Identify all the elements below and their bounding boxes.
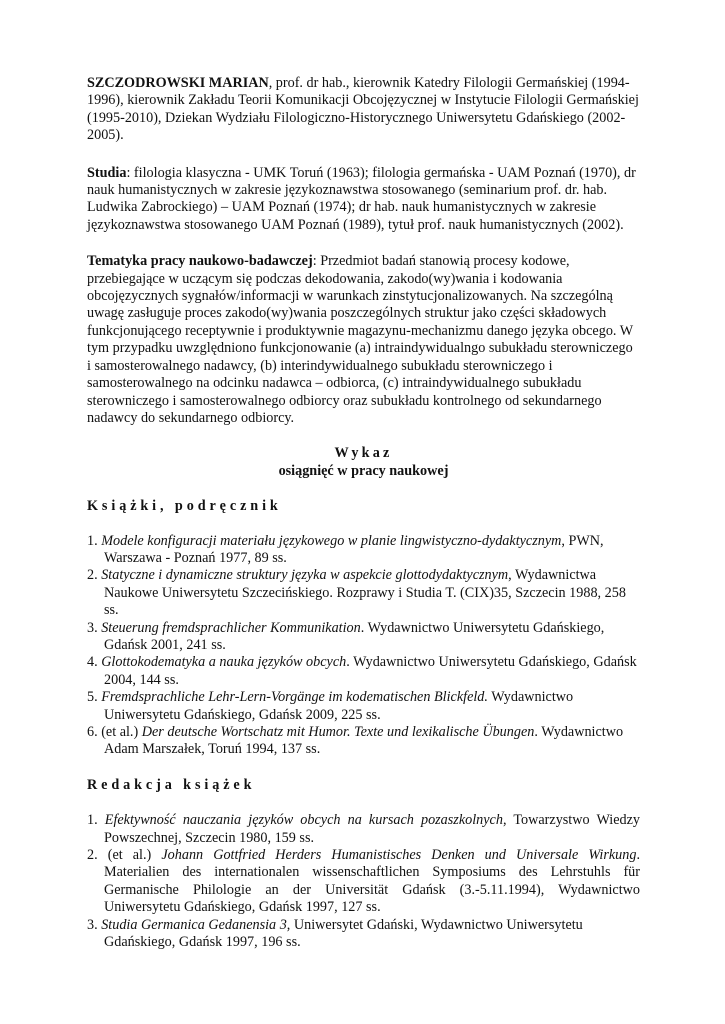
studia-label: Studia [87, 164, 127, 181]
tematyka-text: : Przedmiot badań stanowią procesy kodowe, przebiegające w uczącym się podczas dekodowania, zakodo(wy)wania i kodowania obcojęzycznych sygnałów/informacji w warunkach zinstytucjonalizowanych. Na szczególną uwagę zasługuje proces zakodo(wy)wania poszczególnych struktur jako części składowych funkcjonującego receptywnie i produktywnie magazynu-mechanizmu danego języka obcego. W tym przypadku uwzględniono funkcjonowanie (a) intraindywidualngo subukładu sterowniczego i samosterowalnego nadawcy, (b) interindywidualnego subukładu sterowniczego i samosterowalnego na odcinku nadawca – odbiorca, (c) intraindywidualnego subukładu sterowniczego i samosterowalnego odbiorcy oraz subukładu kontrolnego od sekundarnego nadawcy do sekundarnego odbiorcy. [87, 253, 633, 426]
ksiazki-item-5: 5. Fremdsprachliche Lehr-Lern-Vorgänge im kodematischen Blickfeld. Wydawnictwo Uniwersytetu Gdańskiego, Gdańsk 2009, 225 ss. [87, 689, 574, 723]
book-title: Glottokodematyka a nauka języków obcych [101, 654, 347, 671]
redakcja-item-3: 3. Studia Germanica Gedanensia 3, Uniwersytet Gdański, Wydawnictwo Uniwersytetu Gdańskiego, Gdańsk 1997, 196 ss. [87, 916, 583, 951]
book-title: Steuerung fremdsprachlicher Kommunikation [101, 619, 361, 636]
ksiazki-item-6: 6. (et al.) Der deutsche Wortschatz mit Humor. Texte und lexikalische Übungen. Wydawnictwo Adam Marszałek, Toruń 1994, 137 ss. [87, 724, 624, 758]
author-name: SZCZODROWSKI MARIAN [87, 75, 269, 91]
ksiazki-list [87, 533, 640, 759]
bio-text: , prof. dr hab., kierownik Katedry Filologii Germańskiej (1994-1996), kierownik Zakładu Teorii Komunikacji Obcojęzycznej w Instytucie Filologii Germańskiej (1995-2010), Dziekan Wydziału Filologiczno-Historycznego Uniwersytetu Gdańskiego (2002-2005). [87, 75, 639, 144]
book-title: Efektywność nauczania języków obcych na kursach pozaszkolnych [104, 812, 503, 829]
book-title: Fremdsprachliche Lehr-Lern-Vorgänge im kodematischen Blickfeld. [101, 689, 488, 706]
document-page [87, 75, 640, 951]
tematyka-label: Tematyka pracy naukowo-badawczej [87, 253, 313, 270]
wykaz-title: Wykaz [334, 445, 393, 462]
ksiazki-heading: Książki, podręcznik [87, 498, 282, 515]
ksiazki-item-1: 1. Modele konfiguracji materiału językowego w planie lingwistyczno-dydaktycznym, PWN, Warszawa - Poznań 1977, 89 ss. [87, 532, 604, 566]
studia-paragraph [87, 165, 640, 235]
book-title: Modele konfiguracji materiału językowego w planie lingwistyczno-dydaktycznym [101, 532, 562, 549]
ksiazki-item-2: 2. Statyczne i dynamiczne struktury języka w aspekcie glottodydaktycznym, Wydawnictwa Naukowe Uniwersytetu Szczecińskiego. Rozprawy i Studia T. (CIX)35, Szczecin 1988, 258 ss. [87, 567, 626, 619]
book-title: Statyczne i dynamiczne struktury języka w aspekcie glottodydaktycznym [101, 567, 509, 584]
book-title: Studia Germanica Gedanensia 3 [101, 916, 287, 933]
wykaz-heading [87, 445, 640, 480]
tematyka-paragraph [87, 253, 640, 427]
ksiazki-item-4: 4. Glottokodematyka a nauka języków obcych. Wydawnictwo Uniwersytetu Gdańskiego, Gdańsk 2004, 144 ss. [87, 654, 637, 688]
wykaz-subtitle: osiągnięć w pracy naukowej [278, 462, 449, 479]
ksiazki-item-3: 3. Steuerung fremdsprachlicher Kommunikation. Wydawnictwo Uniwersytetu Gdańskiego, Gdańsk 2001, 241 ss. [87, 619, 605, 653]
book-title: Der deutsche Wortschatz mit Humor. Texte und lexikalische Übungen [141, 724, 535, 740]
redakcja-heading: Redakcja książek [87, 776, 256, 793]
redakcja-item-2: 2. (et al.) Johann Gottfried Herders Humanistisches Denken und Universale Wirkung. Materialien des internationalen wissenschaftlichen Symposiums des Lehrstuhls für Germanische Philologie an der Universität Gdańsk (3.-5.11.1994), Wydawnictwo Uniwersytetu Gdańskiego, Gdańsk 1997, 127 ss. [87, 847, 640, 916]
redakcja-list [87, 812, 640, 951]
redakcja-item-1: 1. Efektywność nauczania języków obcych na kursach pozaszkolnych, Towarzystwo Wiedzy Powszechnej, Szczecin 1980, 159 ss. [87, 812, 641, 846]
book-title: Johann Gottfried Herders Humanistisches Denken und Universale Wirkung [161, 847, 637, 864]
studia-text: : filologia klasyczna - UMK Toruń (1963); filologia germańska - UAM Poznań (1970), dr nauk humanistycznych w zakresie językoznawstwa stosowanego (seminarium prof. dr. hab. Ludwika Zabrockiego) – UAM Poznań (1974); dr hab. nauk humanistycznych w zakresie językoznawstwa stosowanego UAM Poznań (1989), tytuł prof. nauk humanistycznych (2002). [87, 164, 636, 233]
bio-paragraph [87, 75, 640, 145]
